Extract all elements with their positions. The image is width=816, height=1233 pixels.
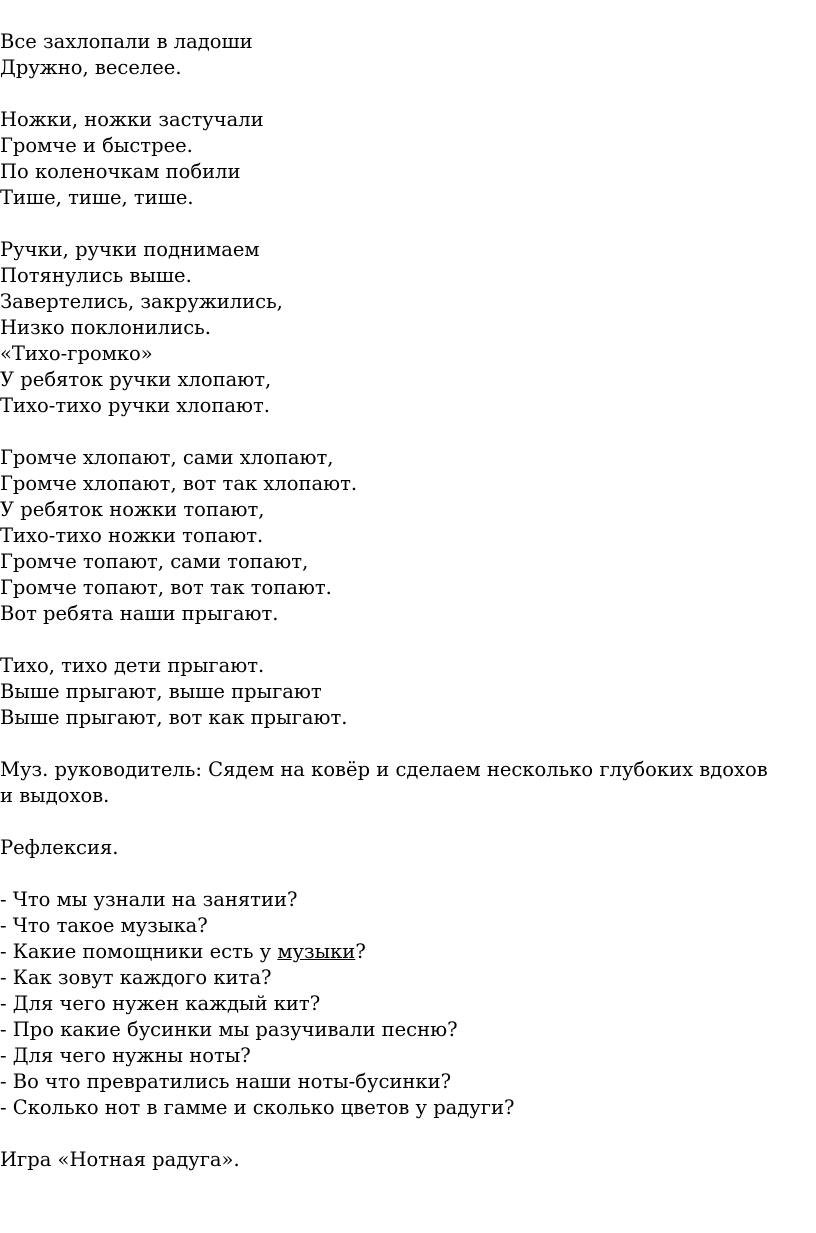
text-line: Вот ребята наши прыгают. [0,602,279,625]
question-item [0,939,816,965]
text-line: Все захлопали в ладоши [0,30,253,53]
text-line: Громче топают, сами топают, [0,550,309,573]
question-mark: ? [355,940,366,963]
text-line: Тише, тише, тише. [0,186,194,209]
question-item: - Для чего нужны ноты? [0,1044,251,1067]
instruction-line-1: Муз. руководитель: Сядем на ковёр и сделаем несколько глубоких вдохов [0,758,768,781]
text-line: «Тихо-громко» [0,342,153,365]
question-item: - Как зовут каждого кита? [0,966,272,989]
question-text: - Какие помощники есть у [0,940,278,963]
text-line: У ребяток ножки топают, [0,498,265,521]
stanza-3 [0,237,816,419]
question-item: - Что такое музыка? [0,914,208,937]
question-item: - Во что превратились наши ноты-бусинки? [0,1070,452,1093]
document-page [0,29,816,1199]
stanza-1 [0,29,816,81]
stanza-4 [0,445,816,627]
text-line: Ножки, ножки застучали [0,108,264,131]
reflection-heading-block [0,835,816,861]
text-line: Низко поклонились. [0,316,211,339]
text-line: Завертелись, закружились, [0,290,283,313]
music-link[interactable]: музыки [277,940,356,963]
text-line: Тихо, тихо дети прыгают. [0,654,265,677]
questions-list [0,887,816,1121]
instruction-line-2: и выдохов. [0,784,110,807]
text-line: Ручки, ручки поднимаем [0,238,260,261]
game-heading-block [0,1147,816,1173]
reflection-heading: Рефлексия. [0,836,119,859]
question-item: - Про какие бусинки мы разучивали песню? [0,1018,458,1041]
text-line: У ребяток ручки хлопают, [0,368,272,391]
text-line: По коленочкам побили [0,160,241,183]
text-line: Громче топают, вот так топают. [0,576,332,599]
text-line: Громче хлопают, вот так хлопают. [0,472,358,495]
stanza-2 [0,107,816,211]
text-line: Громче хлопают, сами хлопают, [0,446,334,469]
text-line: Тихо-тихо ножки топают. [0,524,264,547]
text-line: Тихо-тихо ручки хлопают. [0,394,270,417]
question-item: - Для чего нужен каждый кит? [0,992,321,1015]
question-item: - Что мы узнали на занятии? [0,888,298,911]
game-heading: Игра «Нотная радуга». [0,1148,240,1171]
stanza-5 [0,653,816,731]
question-item: - Сколько нот в гамме и сколько цветов у радуги? [0,1096,515,1119]
text-line: Выше прыгают, вот как прыгают. [0,706,348,729]
instruction-paragraph [0,757,816,809]
text-line: Потянулись выше. [0,264,192,287]
text-line: Дружно, веселее. [0,56,182,79]
text-line: Громче и быстрее. [0,134,193,157]
text-line: Выше прыгают, выше прыгают [0,680,322,703]
